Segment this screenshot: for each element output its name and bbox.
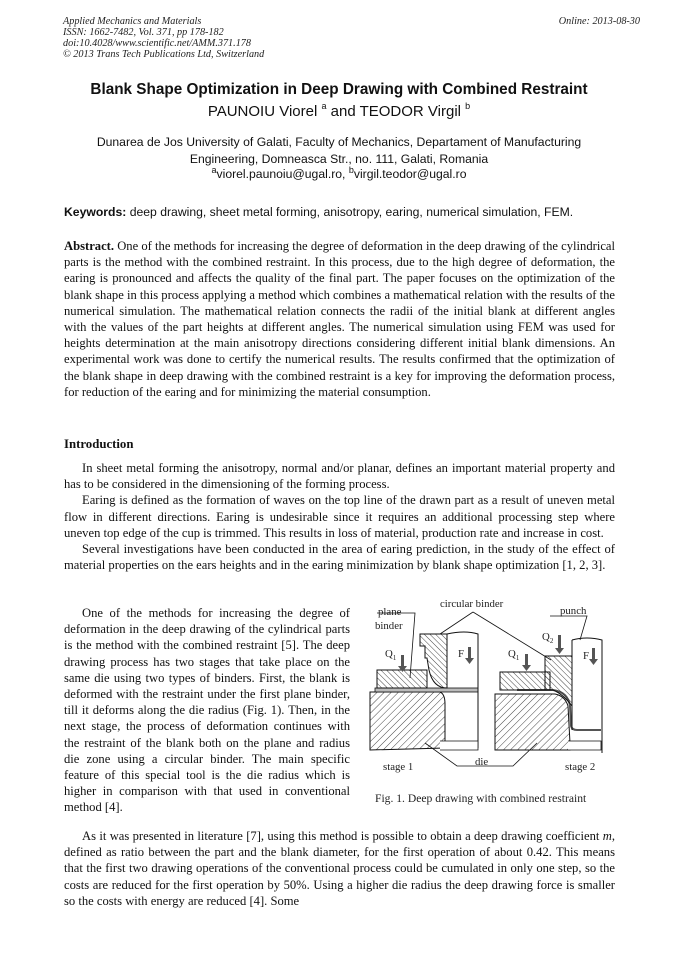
label-q1-stage2: $Q_1$ bbox=[508, 648, 520, 663]
figure-1-caption: Fig. 1. Deep drawing with combined restraint bbox=[375, 792, 587, 805]
online-date: Online: 2013-08-30 bbox=[558, 16, 640, 27]
label-binder: binder bbox=[375, 620, 403, 632]
label-punch: punch bbox=[560, 605, 587, 617]
journal-header bbox=[63, 16, 264, 60]
issn-line: ISSN: 1662-7482, Vol. 371, pp 178-182 bbox=[63, 27, 224, 38]
label-f-stage2: F bbox=[583, 650, 590, 662]
paper-title: Blank Shape Optimization in Deep Drawing with Combined Restraint bbox=[90, 81, 588, 98]
emails bbox=[0, 167, 678, 181]
label-stage-1: stage 1 bbox=[383, 761, 414, 773]
intro-paragraph-2: Earing is defined as the formation of waves on the top line of the drawn part as a result of uneven metal flow in different directions. Earing is undesirable since it requires an additional processing step where uneven top edge of the cup is trimmed. This results in loss of material, production rate and increase in cost. bbox=[64, 493, 615, 540]
abstract bbox=[64, 238, 615, 400]
label-die: die bbox=[475, 756, 489, 768]
author-and: and bbox=[330, 103, 356, 120]
author-2: TEODOR Virgil bbox=[359, 103, 461, 120]
intro-continued bbox=[64, 828, 615, 909]
label-circular-binder: circular binder bbox=[440, 598, 504, 610]
label-q2: $Q_2$ bbox=[542, 631, 554, 646]
intro-paragraph-1: In sheet metal forming the anisotropy, normal and/or planar, defines an important material property and has to be considered in the dimensioning of the forming process. bbox=[64, 461, 615, 492]
email-1[interactable]: viorel.paunoiu@ugal.ro, bbox=[216, 167, 346, 181]
keywords-text: deep drawing, sheet metal forming, anisotropy, earing, numerical simulation, FEM. bbox=[129, 205, 574, 219]
label-stage-2: stage 2 bbox=[565, 761, 596, 773]
affiliation-line-2: Engineering, Domneasca Str., no. 111, Galati, Romania bbox=[189, 152, 489, 166]
author-2-sup: b bbox=[465, 101, 471, 111]
figure-1-diagram bbox=[365, 598, 615, 783]
authors bbox=[0, 103, 678, 120]
abstract-text: One of the methods for increasing the degree of deformation in the deep drawing of the cylindrical parts is the method with the combined restraint. In this process, due to the high degree of deformation, the earing is pronounced and affects the quality of the final part. The paper focuses on the optimization of the blank shape in this process applying a method which combines a mathematical relation with the results of the numerical simulation. The mathematical relation connects the radii of the initial blank at different angles with the values of the part heights at different angles. The numerical simulation using FEM was used for heights determination at the main anisotropy directions considering different initial blank dimensions. An experimental work was done to certify the numerical results. The results confirmed that the optimization of the blank shape in deep drawing with the combined restraint is a key for improving the deformation process, for reduction of the earing and for minimizing the material consumption. bbox=[64, 239, 615, 399]
journal-name: Applied Mechanics and Materials bbox=[63, 16, 202, 27]
keywords bbox=[64, 205, 573, 219]
email-1-sup: a bbox=[211, 165, 217, 175]
intro-paragraph-5: As it was presented in literature [7], using this method is possible to obtain a deep drawing coefficient m, defined as ratio between the part and the blank diameter, for the first operation of about 0.42. This means that the first two drawing operations of the conventional process could be cumulated in only one step, so the costs are reduced for the first operation by 50%. Using a higher die radius the deep drawing force is smaller so the costs with energy are reduced [4]. Some bbox=[64, 829, 615, 908]
label-f-stage1: F bbox=[458, 648, 465, 660]
doi-line: doi:10.4028/www.scientific.net/AMM.371.178 bbox=[63, 38, 251, 49]
affiliation-line-1: Dunarea de Jos University of Galati, Faculty of Mechanics, Departament of Manufacturing bbox=[96, 135, 582, 149]
email-2[interactable]: virgil.teodor@ugal.ro bbox=[353, 167, 467, 181]
intro-left-column bbox=[64, 605, 350, 816]
intro-paragraph-4: One of the methods for increasing the degree of deformation in the deep drawing of the cylindrical parts is the method with the combined restraint [5]. The deep drawing process has two stages that take place on the same die using two types of binders. First, the blank is deformed with the restraint under the first plane binder, till it deforms along the die radius (Fig. 1). Then, in the next stage, the process of deformation continues with the restraint of the blank both on the plane and radius die zone using a circular binder. The main specific feature of this special tool is the die radius which is higher in comparison with that used in conventional method [4]. bbox=[64, 606, 350, 815]
introduction-text bbox=[64, 460, 615, 573]
copyright-line: © 2013 Trans Tech Publications Ltd, Switzerland bbox=[63, 49, 265, 60]
email-2-sup: b bbox=[348, 165, 354, 175]
section-title-introduction: Introduction bbox=[64, 437, 134, 451]
abstract-label: Abstract. bbox=[64, 239, 115, 253]
keywords-label: Keywords: bbox=[64, 205, 127, 219]
intro-paragraph-3: Several investigations have been conducted in the area of earing prediction, in the study of the effect of material properties on the ears heights and in the earing minimization by blank shape optimization [1, 2, 3]. bbox=[64, 542, 615, 573]
author-1-sup: a bbox=[321, 101, 327, 111]
label-plane: plane bbox=[378, 606, 402, 618]
author-1: PAUNOIU Viorel bbox=[207, 103, 318, 120]
label-q1-stage1: $Q_1$ bbox=[385, 648, 397, 663]
affiliation bbox=[0, 134, 678, 168]
